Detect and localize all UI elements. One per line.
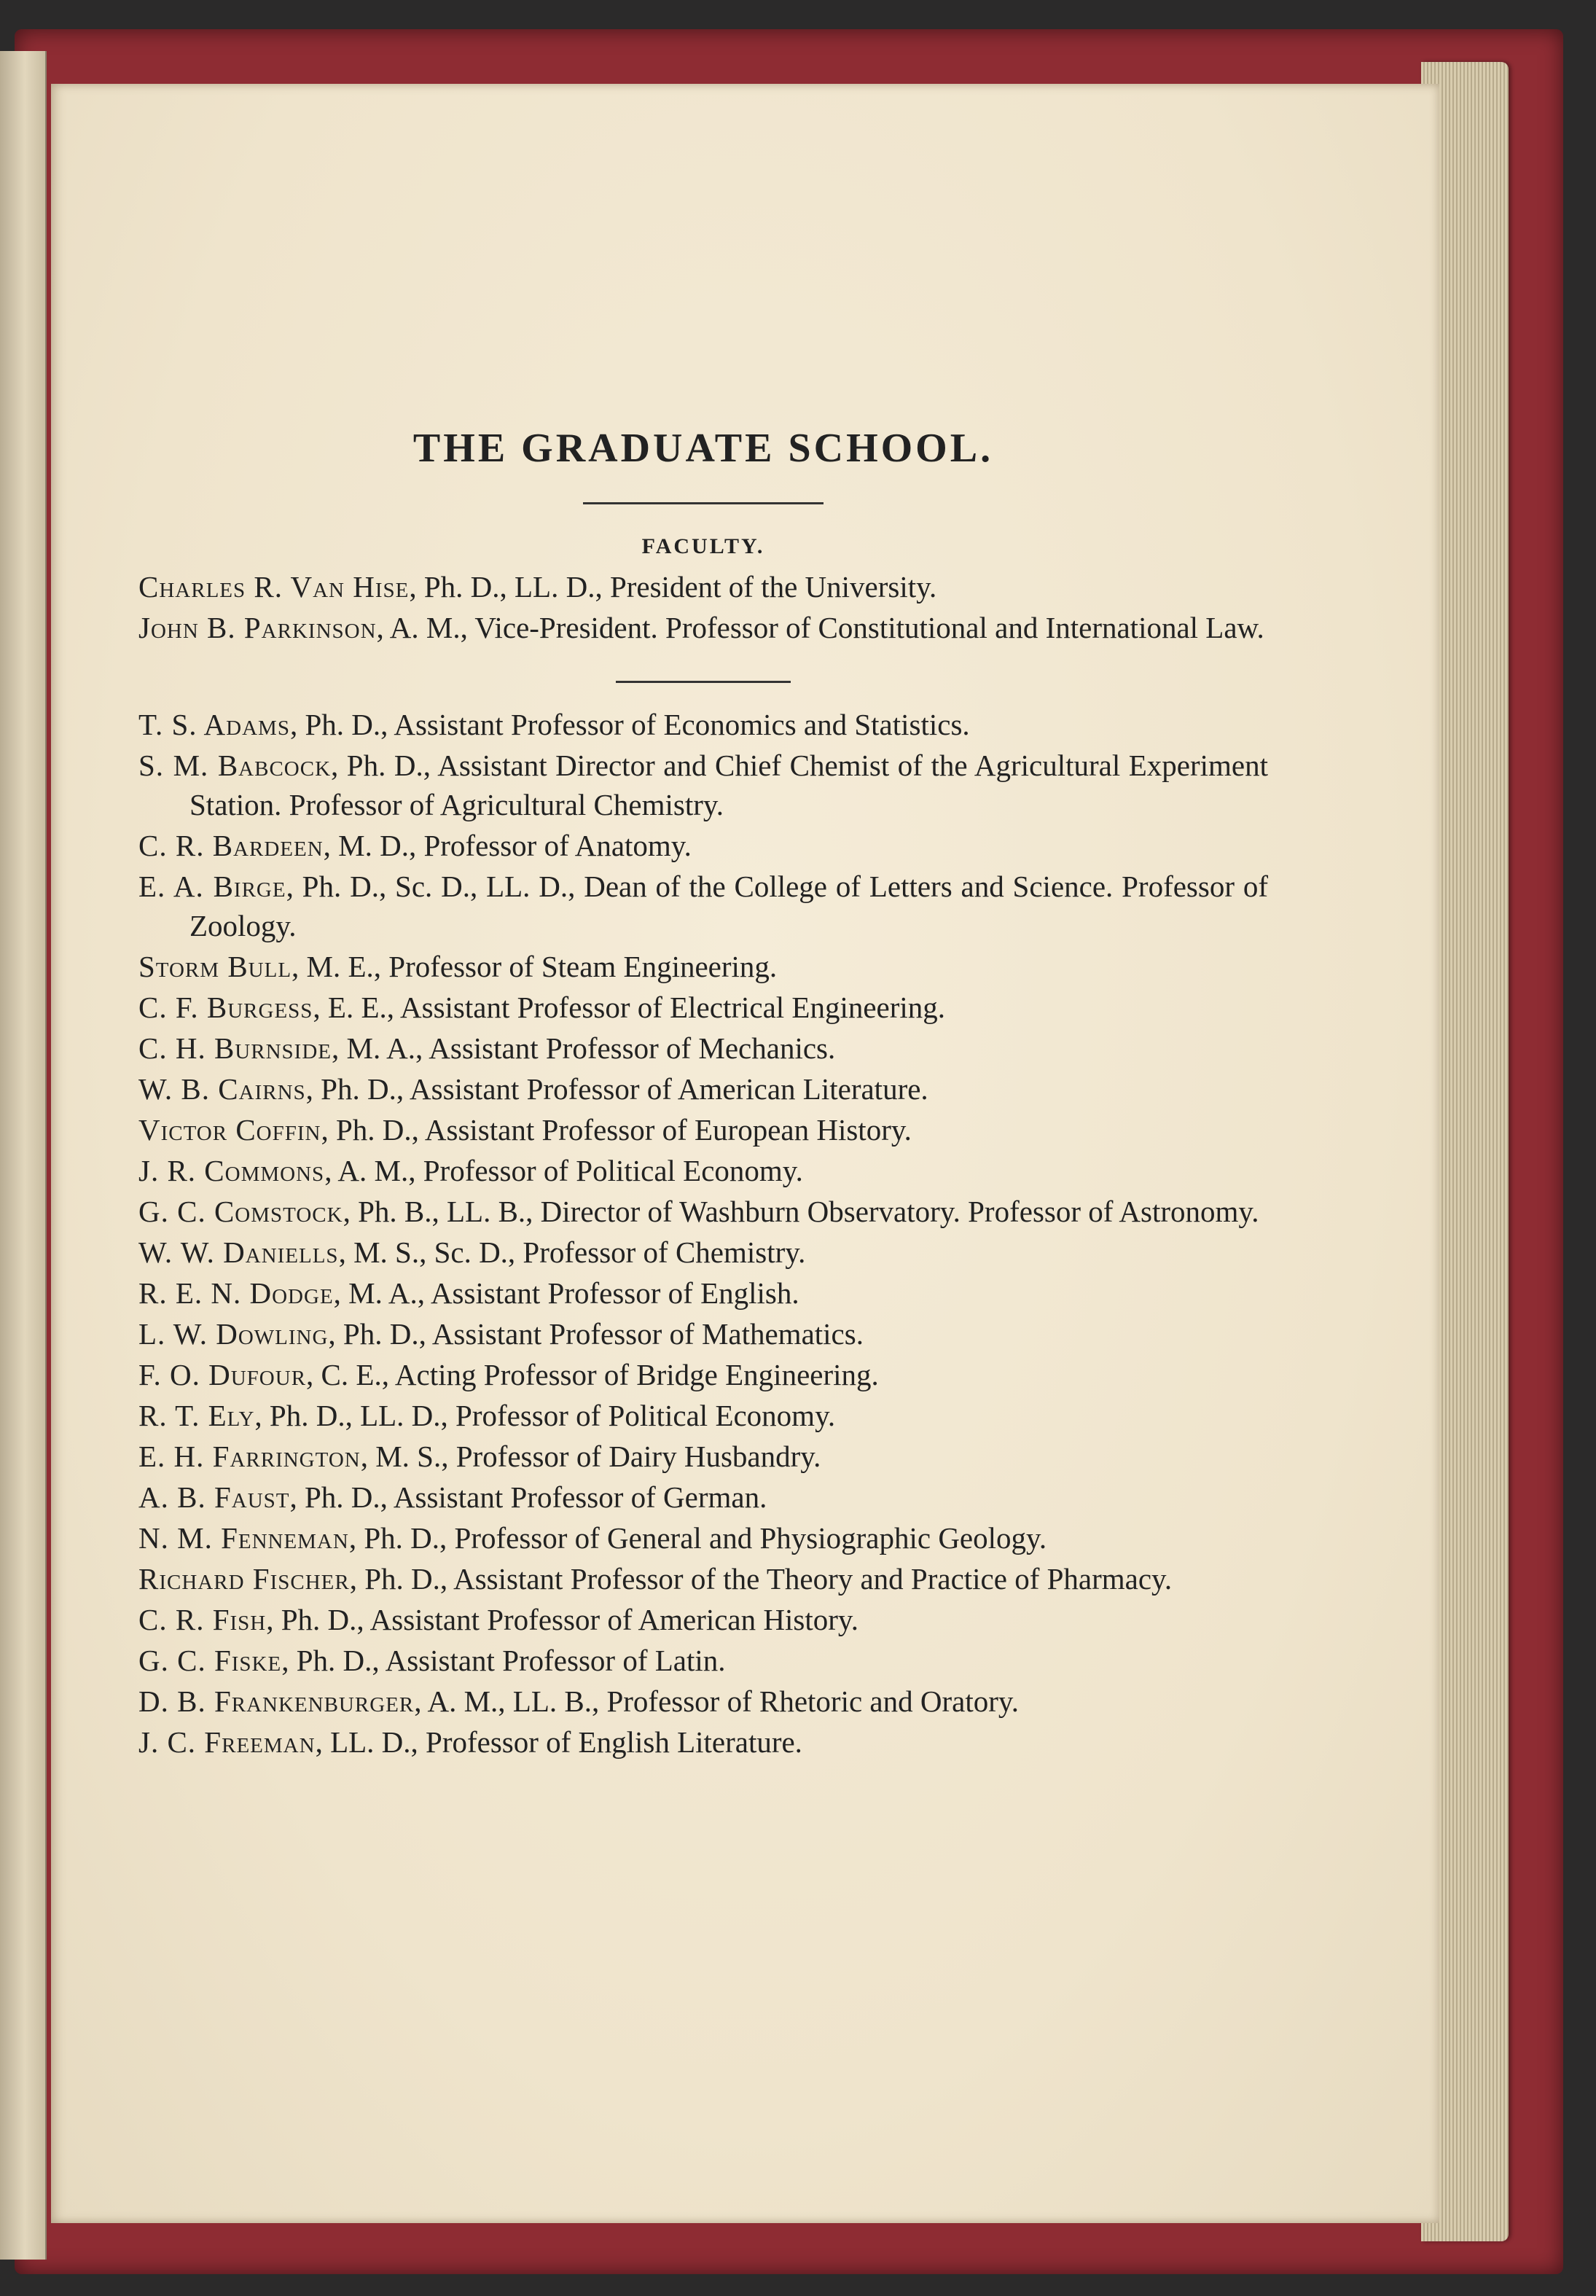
faculty-name: J. R. Commons <box>138 1154 325 1187</box>
book-page <box>51 84 1439 2223</box>
faculty-name: C. F. Burgess <box>138 991 313 1024</box>
faculty-name: G. C. Fiske <box>138 1644 282 1677</box>
faculty-entry <box>138 746 1268 824</box>
faculty-title: , Ph. D., Assistant Professor of German. <box>289 1480 767 1514</box>
section-subtitle: FACULTY. <box>641 534 765 558</box>
faculty-entry <box>138 1396 1268 1435</box>
faculty-name: F. O. Dufour <box>138 1358 307 1391</box>
faculty-name: N. M. Fenneman <box>138 1521 349 1555</box>
page-title: THE GRADUATE SCHOOL. <box>412 426 994 471</box>
faculty-name: C. R. Fish <box>138 1603 267 1636</box>
faculty-name: E. H. Farrington <box>138 1440 361 1473</box>
officers-list <box>138 567 1268 647</box>
faculty-title: , M. E., Professor of Steam Engineering. <box>292 950 778 983</box>
faculty-name: R. E. N. Dodge <box>138 1276 334 1310</box>
faculty-title: , Ph. D., Assistant Professor of American Literature. <box>305 1072 928 1106</box>
faculty-name: W. W. Daniells <box>138 1235 339 1269</box>
faculty-title: , Ph. D., Assistant Director and Chief Chemist of the Agricultural Experiment Station. Professor of Agricultural Chemistry. <box>189 749 1269 821</box>
faculty-title: , M. S., Professor of Dairy Husbandry. <box>360 1440 821 1473</box>
faculty-title: , Ph. B., LL. B., Director of Washburn Observatory. Professor of Astronomy. <box>343 1195 1259 1228</box>
faculty-title: , Ph. D., Assistant Professor of American History. <box>266 1603 858 1636</box>
faculty-list <box>138 705 1268 1762</box>
faculty-entry <box>138 1110 1268 1149</box>
faculty-name: S. M. Babcock <box>138 749 332 782</box>
faculty-name: G. C. Comstock <box>138 1195 343 1228</box>
faculty-entry <box>138 988 1268 1027</box>
faculty-name: J. C. Freeman <box>138 1725 316 1759</box>
faculty-name: D. B. Frankenburger <box>138 1684 415 1718</box>
faculty-title: , LL. D., Professor of English Literature. <box>315 1725 802 1759</box>
section-rule <box>616 681 791 683</box>
faculty-entry <box>138 1151 1268 1190</box>
faculty-title: , Ph. D., Professor of General and Physiographic Geology. <box>348 1521 1047 1555</box>
faculty-name: John B. Parkinson <box>138 611 377 644</box>
page-content <box>138 419 1268 1763</box>
faculty-title: , A. M., Professor of Political Economy. <box>324 1154 803 1187</box>
faculty-entry <box>138 1273 1268 1313</box>
faculty-name: Charles R. Van Hise <box>138 570 410 604</box>
faculty-entry <box>138 567 1268 606</box>
faculty-entry <box>138 1722 1268 1762</box>
faculty-title: , C. E., Acting Professor of Bridge Engineering. <box>306 1358 879 1391</box>
faculty-name: Richard Fischer <box>138 1562 350 1596</box>
faculty-entry <box>138 705 1268 744</box>
faculty-name: C. R. Bardeen <box>138 829 324 862</box>
faculty-entry <box>138 1559 1268 1598</box>
faculty-title: , E. E., Assistant Professor of Electrical Engineering. <box>313 991 946 1024</box>
faculty-name: A. B. Faust <box>138 1480 290 1514</box>
faculty-name: L. W. Dowling <box>138 1317 329 1351</box>
faculty-title: , Ph. D., Assistant Professor of Latin. <box>281 1644 726 1677</box>
faculty-title: , A. M., Vice-President. Professor of Constitutional and International Law. <box>376 611 1264 644</box>
faculty-title: , Ph. D., LL. D., Professor of Political Economy. <box>254 1399 836 1432</box>
faculty-name: E. A. Birge <box>138 870 286 903</box>
faculty-name: Victor Coffin <box>138 1113 321 1147</box>
faculty-name: C. H. Burnside <box>138 1031 332 1065</box>
faculty-entry <box>138 947 1268 986</box>
faculty-entry <box>138 1028 1268 1068</box>
faculty-entry <box>138 1600 1268 1639</box>
faculty-entry <box>138 1233 1268 1272</box>
faculty-entry <box>138 1314 1268 1354</box>
faculty-title: , Ph. D., Assistant Professor of the Theory and Practice of Pharmacy. <box>349 1562 1173 1596</box>
faculty-entry <box>138 826 1268 865</box>
faculty-title: , Ph. D., Assistant Professor of Mathematics. <box>328 1317 864 1351</box>
faculty-entry <box>138 1518 1268 1558</box>
faculty-name: R. T. Ely <box>138 1399 255 1432</box>
faculty-name: W. B. Cairns <box>138 1072 306 1106</box>
faculty-title: , M. D., Professor of Anatomy. <box>323 829 692 862</box>
faculty-entry <box>138 1437 1268 1476</box>
faculty-entry <box>138 1069 1268 1109</box>
faculty-entry <box>138 1641 1268 1680</box>
faculty-title: , M. A., Assistant Professor of English. <box>333 1276 799 1310</box>
faculty-entry <box>138 1192 1268 1231</box>
faculty-title: , Ph. D., LL. D., President of the University. <box>409 570 937 604</box>
faculty-title: , M. A., Assistant Professor of Mechanics. <box>331 1031 836 1065</box>
facing-page-edge <box>0 51 47 2260</box>
title-rule <box>583 502 824 504</box>
faculty-entry <box>138 1355 1268 1394</box>
faculty-entry <box>138 867 1268 945</box>
faculty-title: , Ph. D., Sc. D., LL. D., Dean of the College of Letters and Science. Professor of Zoology. <box>189 870 1268 942</box>
faculty-name: Storm Bull <box>138 950 292 983</box>
faculty-title: , M. S., Sc. D., Professor of Chemistry. <box>338 1235 806 1269</box>
faculty-title: , A. M., LL. B., Professor of Rhetoric and Oratory. <box>414 1684 1019 1718</box>
faculty-entry <box>138 608 1268 647</box>
faculty-name: T. S. Adams <box>138 708 290 741</box>
faculty-entry <box>138 1477 1268 1517</box>
faculty-entry <box>138 1682 1268 1721</box>
faculty-title: , Ph. D., Assistant Professor of Economics and Statistics. <box>289 708 970 741</box>
faculty-title: , Ph. D., Assistant Professor of European History. <box>321 1113 912 1147</box>
